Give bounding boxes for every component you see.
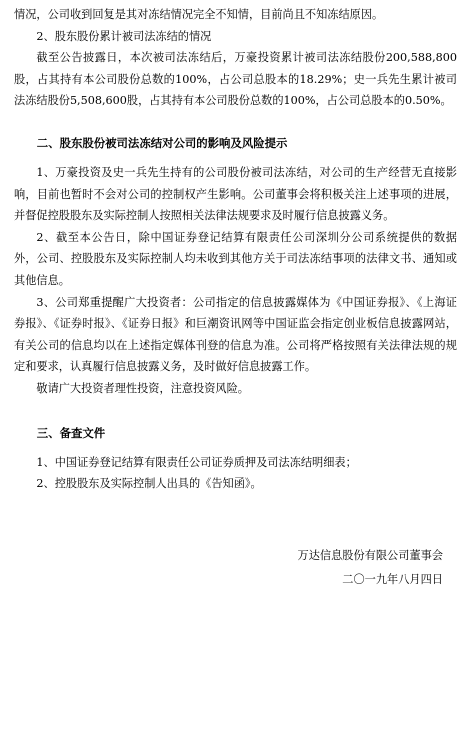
spacer [14,444,457,452]
reference-item-2: 2、控股股东及实际控制人出具的《告知函》。 [36,477,262,491]
spacer [14,112,457,132]
signature-organization: 万达信息股份有限公司董事会 [297,548,443,562]
section-2-paragraph-3: 3、公司郑重提醒广大投资者：公司指定的信息披露媒体为《中国证券报》、《上海证券报》、《证券时报》、《证券日报》和巨潮资讯网等中国证监会指定创业板信息披露网站，有关公司的信息均以在上述指定媒体刊登的信息为准。公司将严格按照有关法律法规的规定和要求，认真履行信息披露义务，及时做好信息披露工作。 [14,295,457,374]
section-2-heading: 二、股东股份被司法冻结对公司的影响及风险提示 [36,135,288,150]
reference-item-1: 1、中国证券登记结算有限责任公司证券质押及司法冻结明细表； [36,455,357,469]
section-2-paragraph-4: 敬请广大投资者理性投资，注意投资风险。 [36,381,249,395]
signature-date: 二〇一九年八月四日 [342,573,443,587]
spacer [14,154,457,162]
paragraph-continued: 情况，公司收到回复是其对冻结情况完全不知情，目前尚且不知冻结原因。 [14,8,384,21]
subsection-2-body: 截至公告披露日，本次被司法冻结后，万豪投资累计被司法冻结股份200,588,800股，占其持有本公司股份总数的100%，占公司总股本的18.29%；史一兵先生累计被司法冻结股份5,508,600股，占其持有本公司股份总数的100%，占公司总股本的0.50%。 [14,51,457,108]
section-2-paragraph-2: 2、截至本公告日，除中国证券登记结算有限责任公司深圳分公司系统提供的数据外，公司、控股股东及实际控制人均未收到其他方关于司法冻结事项的法律文书、通知或其他信息。 [14,230,457,287]
section-2-paragraph-1: 1、万豪投资及史一兵先生持有的公司股份被司法冻结，对公司的生产经营无直接影响，目前也暂时不会对公司的控制权产生影响。公司董事会将积极关注上述事项的进展，并督促控股股东及实际控制人按照相关法律法规要求及时履行信息披露义务。 [14,165,457,223]
subsection-2-title: 2、股东股份累计被司法冻结的情况 [36,29,212,43]
section-3-heading: 三、备查文件 [36,425,106,440]
signature-block [14,545,457,591]
spacer [14,400,457,422]
